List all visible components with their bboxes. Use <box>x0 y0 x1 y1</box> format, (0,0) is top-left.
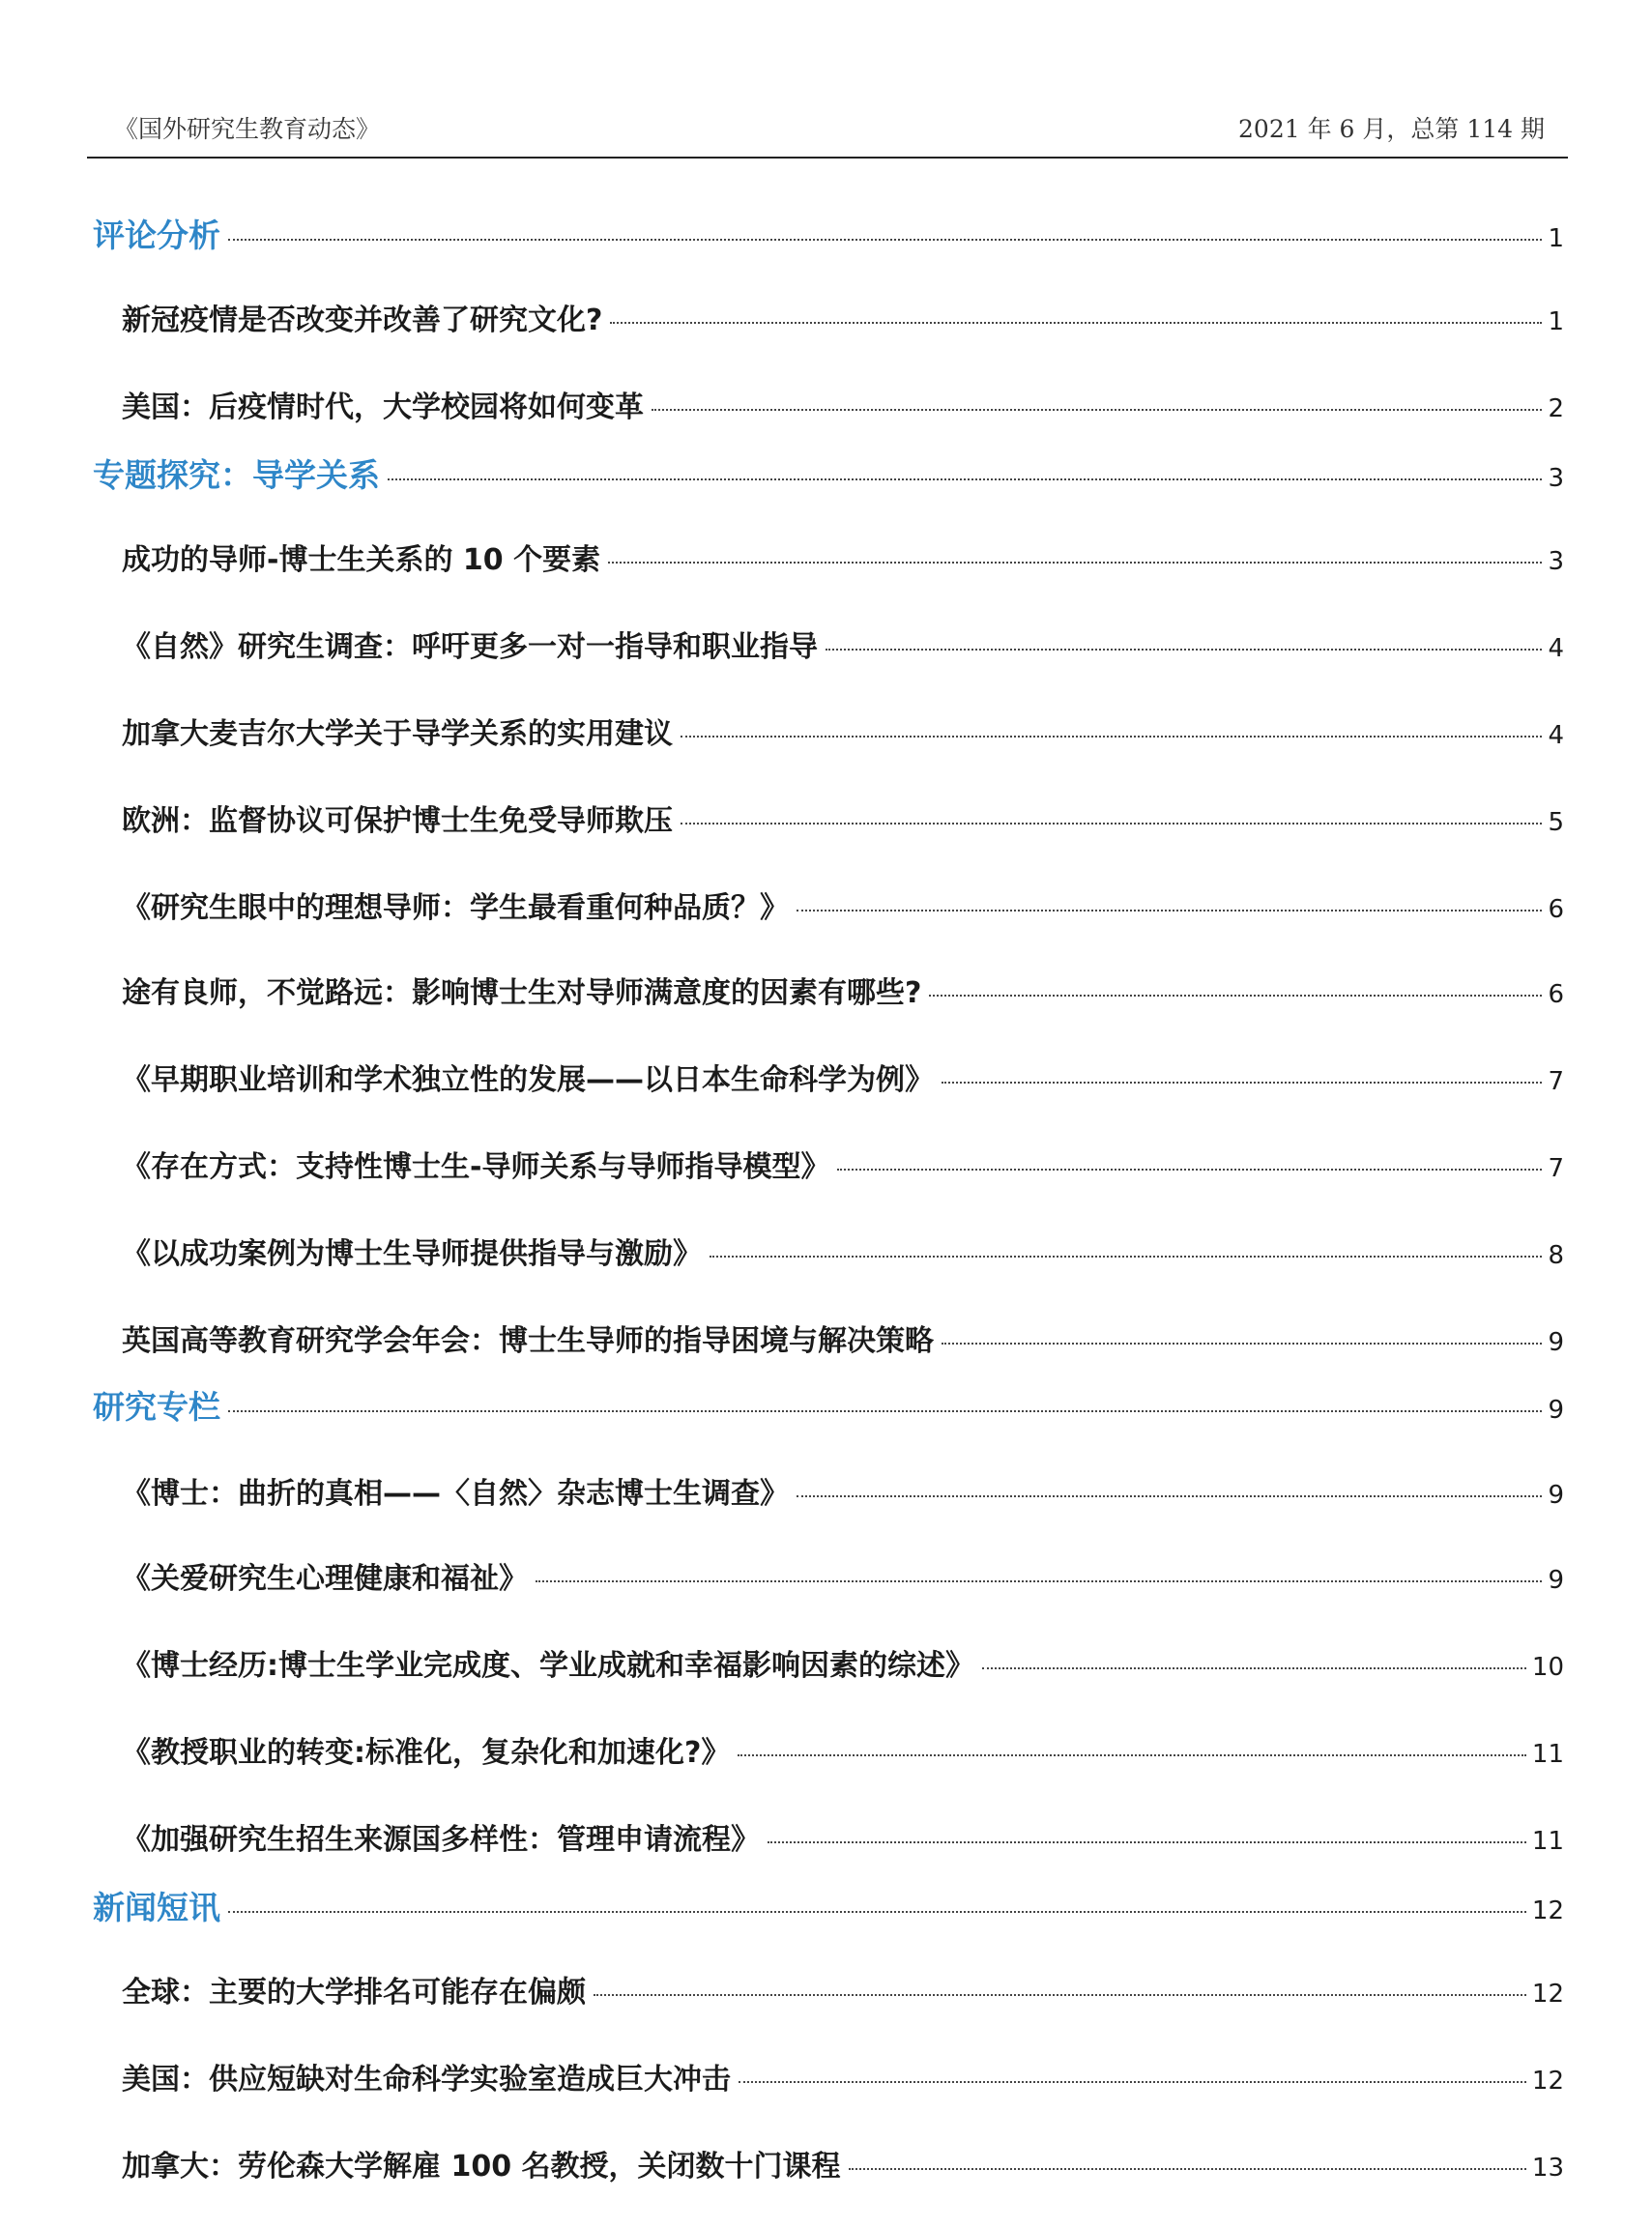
toc-entry-title: 加拿大麦吉尔大学关于导学关系的实用建议 <box>122 717 673 751</box>
toc-page-number: 9 <box>1548 1481 1564 1510</box>
dot-leader <box>681 736 1542 738</box>
toc-entry-title: 《博士经历:博士生学业完成度、学业成就和幸福影响因素的综述》 <box>122 1649 974 1683</box>
toc-page-number: 5 <box>1548 808 1564 837</box>
toc-entry[interactable] <box>122 1469 1564 1512</box>
dot-leader <box>797 1495 1542 1497</box>
toc-page-number: 13 <box>1531 2154 1564 2183</box>
toc-entry[interactable] <box>122 1968 1564 2011</box>
toc-page-number: 4 <box>1548 721 1564 750</box>
toc-section-heading[interactable] <box>93 1382 1564 1428</box>
dot-leader <box>536 1580 1542 1582</box>
toc-section-heading[interactable] <box>93 450 1564 496</box>
dot-leader <box>849 2168 1526 2170</box>
toc-entry[interactable] <box>122 796 1564 839</box>
toc-page-number: 12 <box>1531 2067 1564 2096</box>
toc-entry[interactable] <box>122 383 1564 425</box>
toc-page-number: 6 <box>1548 980 1564 1009</box>
toc-page-number: 3 <box>1548 547 1564 576</box>
toc-entry-title: 《存在方式：支持性博士生-导师关系与导师指导模型》 <box>122 1150 830 1184</box>
dot-leader <box>228 1911 1526 1913</box>
dot-leader <box>610 322 1542 324</box>
toc-entry[interactable] <box>122 1317 1564 1359</box>
toc-entry[interactable] <box>122 1815 1564 1858</box>
toc-page-number: 3 <box>1548 464 1564 493</box>
toc-page-number: 4 <box>1548 634 1564 663</box>
dot-leader <box>652 409 1542 411</box>
toc-page-number: 9 <box>1548 1566 1564 1595</box>
toc-entry[interactable] <box>122 2142 1564 2185</box>
toc-entry-title: 《加强研究生招生来源国多样性：管理申请流程》 <box>122 1823 760 1857</box>
dot-leader <box>738 1754 1526 1756</box>
toc-page-number: 9 <box>1548 1396 1564 1425</box>
dot-leader <box>388 478 1542 480</box>
toc-entry-title: 《研究生眼中的理想导师：学生最看重何种品质？》 <box>122 891 789 925</box>
toc-entry-title: 英国高等教育研究学会年会：博士生导师的指导困境与解决策略 <box>122 1324 934 1358</box>
dot-leader <box>594 1994 1526 1996</box>
toc-entry[interactable] <box>122 1728 1564 1771</box>
dot-leader <box>826 649 1542 651</box>
toc-entry[interactable] <box>122 296 1564 338</box>
toc-entry[interactable] <box>122 535 1564 578</box>
toc-section-heading[interactable] <box>93 1883 1564 1928</box>
dot-leader <box>768 1841 1526 1843</box>
toc-page-number: 12 <box>1531 1896 1564 1925</box>
toc-page-number: 1 <box>1548 224 1564 253</box>
toc-page-number: 10 <box>1531 1653 1564 1682</box>
toc-page-number: 1 <box>1548 307 1564 336</box>
toc-entry[interactable] <box>122 709 1564 752</box>
dot-leader <box>837 1169 1542 1171</box>
toc-entry-title: 《关爱研究生心理健康和福祉》 <box>122 1562 528 1596</box>
toc-entry[interactable] <box>122 969 1564 1011</box>
toc-page-number: 11 <box>1531 1827 1564 1856</box>
toc-entry-title: 研究专栏 <box>93 1388 220 1426</box>
dot-leader <box>681 823 1542 825</box>
toc-entry-title: 新闻短讯 <box>93 1889 220 1926</box>
toc-page-number: 12 <box>1531 1980 1564 2009</box>
toc-entry-title: 《自然》研究生调查：呼吁更多一对一指导和职业指导 <box>122 630 818 664</box>
toc-entry-title: 途有良师，不觉路远：影响博士生对导师满意度的因素有哪些? <box>122 976 922 1010</box>
toc-entry-title: 专题探究：导学关系 <box>93 456 380 494</box>
toc-page-number: 9 <box>1548 1328 1564 1357</box>
toc-entry[interactable] <box>122 1143 1564 1185</box>
toc-entry-title: 《博士：曲折的真相——〈自然〉杂志博士生调查》 <box>122 1477 789 1511</box>
toc-entry-title: 加拿大：劳伦森大学解雇 100 名教授，关闭数十门课程 <box>122 2150 841 2184</box>
dot-leader <box>929 995 1542 997</box>
toc-entry[interactable] <box>122 1554 1564 1597</box>
dot-leader <box>608 562 1542 564</box>
toc-entry-title: 美国：供应短缺对生命科学实验室造成巨大冲击 <box>122 2063 731 2097</box>
dot-leader <box>942 1082 1542 1084</box>
toc-page-number: 7 <box>1548 1067 1564 1096</box>
toc-entry-title: 新冠疫情是否改变并改善了研究文化? <box>122 304 603 337</box>
toc-entry[interactable] <box>122 2055 1564 2098</box>
dot-leader <box>739 2081 1526 2083</box>
toc-entry-title: 美国：后疫情时代，大学校园将如何变革 <box>122 391 644 424</box>
toc-page-number: 8 <box>1548 1241 1564 1270</box>
dot-leader <box>228 239 1542 241</box>
toc-entry-title: 评论分析 <box>93 217 220 254</box>
dot-leader <box>228 1410 1542 1412</box>
toc-entry-title: 欧洲：监督协议可保护博士生免受导师欺压 <box>122 804 673 838</box>
toc-entry-title: 全球：主要的大学排名可能存在偏颇 <box>122 1976 586 2010</box>
toc-entry[interactable] <box>122 622 1564 665</box>
toc-entry-title: 《早期职业培训和学术独立性的发展——以日本生命科学为例》 <box>122 1063 934 1097</box>
dot-leader <box>710 1256 1542 1258</box>
toc-entry[interactable] <box>122 1641 1564 1684</box>
toc-page-number: 11 <box>1531 1740 1564 1769</box>
dot-leader <box>797 910 1542 911</box>
dot-leader <box>982 1667 1526 1669</box>
toc-entry-title: 《教授职业的转变:标准化，复杂化和加速化?》 <box>122 1736 731 1770</box>
toc-entry[interactable] <box>122 1230 1564 1272</box>
toc-entry-title: 成功的导师-博士生关系的 10 个要素 <box>122 543 601 577</box>
toc-entry-title: 《以成功案例为博士生导师提供指导与激励》 <box>122 1237 702 1271</box>
toc-entry[interactable] <box>122 1056 1564 1098</box>
issue-info: 2021 年 6 月，总第 114 期 <box>1238 115 1545 143</box>
toc-page-number: 2 <box>1548 394 1564 423</box>
toc-entry[interactable] <box>122 883 1564 926</box>
toc-section-heading[interactable] <box>93 211 1564 256</box>
dot-leader <box>942 1343 1542 1345</box>
journal-title: 《国外研究生教育动态》 <box>114 115 381 143</box>
toc-page-number: 7 <box>1548 1154 1564 1183</box>
toc-page-number: 6 <box>1548 895 1564 924</box>
